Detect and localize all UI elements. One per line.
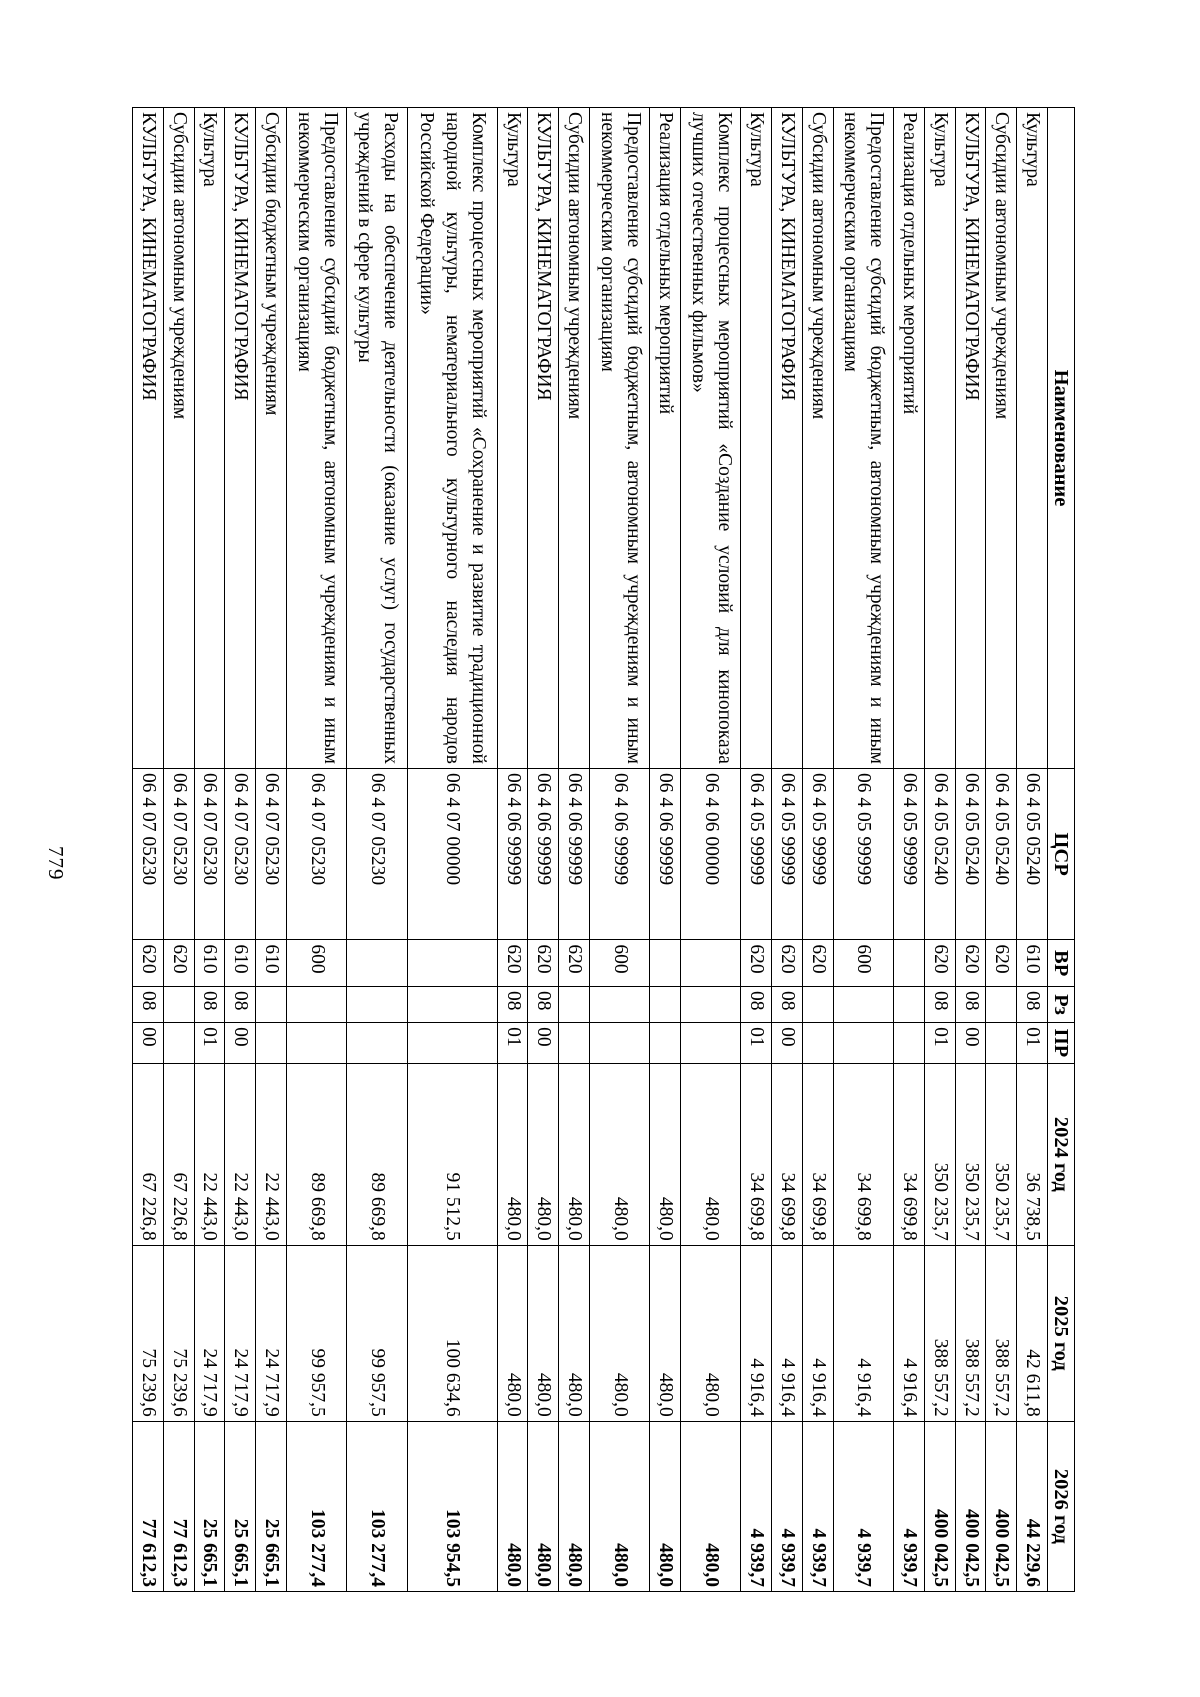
cell-csr: 06 4 07 05230 [225, 768, 256, 939]
cell-rz [803, 986, 834, 1022]
cell-2026: 77 612,3 [163, 1421, 194, 1591]
cell-vr: 600 [589, 940, 649, 987]
cell-2026: 480,0 [528, 1421, 559, 1591]
cell-pr [589, 1023, 649, 1064]
table-row [1017, 108, 1048, 1592]
cell-csr: 06 4 05 99999 [803, 768, 834, 939]
cell-name: Культура [924, 108, 955, 769]
cell-rz [589, 986, 649, 1022]
header-csr: ЦСР [1048, 768, 1075, 939]
cell-pr: 00 [225, 1023, 256, 1064]
cell-pr [986, 1023, 1017, 1064]
cell-2025: 4 916,4 [833, 1245, 893, 1421]
cell-2025: 100 634,6 [407, 1245, 497, 1421]
cell-2025: 4 916,4 [741, 1245, 772, 1421]
cell-csr: 06 4 06 99999 [497, 768, 528, 939]
table-row [347, 108, 407, 1592]
budget-table [132, 107, 1075, 1592]
cell-rz [163, 986, 194, 1022]
cell-name: Культура [741, 108, 772, 769]
cell-rz [407, 986, 497, 1022]
cell-2025: 99 957,5 [286, 1245, 346, 1421]
cell-vr: 620 [803, 940, 834, 987]
cell-name: КУЛЬТУРА, КИНЕМАТОГРАФИЯ [955, 108, 986, 769]
cell-vr: 620 [924, 940, 955, 987]
table-row [528, 108, 559, 1592]
cell-2024: 34 699,8 [803, 1063, 834, 1245]
cell-2024: 34 699,8 [741, 1063, 772, 1245]
cell-pr: 01 [1017, 1023, 1048, 1064]
cell-2025: 388 557,2 [986, 1245, 1017, 1421]
cell-2025: 4 916,4 [894, 1245, 925, 1421]
cell-2026: 25 665,1 [194, 1421, 225, 1591]
cell-csr: 06 4 07 05230 [194, 768, 225, 939]
header-name: Наименование [1048, 108, 1075, 769]
cell-2025: 24 717,9 [194, 1245, 225, 1421]
cell-name: Субсидии бюджетным учреждениям [256, 108, 287, 769]
cell-name: КУЛЬТУРА, КИНЕМАТОГРАФИЯ [772, 108, 803, 769]
cell-vr: 610 [256, 940, 287, 987]
cell-vr: 620 [497, 940, 528, 987]
cell-rz: 08 [772, 986, 803, 1022]
header-2024: 2024 год [1048, 1063, 1075, 1245]
table-row [833, 108, 893, 1592]
cell-name: КУЛЬТУРА, КИНЕМАТОГРАФИЯ [225, 108, 256, 769]
table-row [407, 108, 497, 1592]
cell-2024: 34 699,8 [772, 1063, 803, 1245]
cell-2025: 388 557,2 [924, 1245, 955, 1421]
header-rz: Рз [1048, 986, 1075, 1022]
cell-vr: 600 [833, 940, 893, 987]
cell-2025: 388 557,2 [955, 1245, 986, 1421]
cell-2025: 4 916,4 [772, 1245, 803, 1421]
cell-2024: 480,0 [497, 1063, 528, 1245]
cell-vr: 610 [225, 940, 256, 987]
cell-pr: 00 [955, 1023, 986, 1064]
cell-2024: 67 226,8 [163, 1063, 194, 1245]
cell-csr: 06 4 06 99999 [650, 768, 681, 939]
cell-2026: 25 665,1 [225, 1421, 256, 1591]
table-row [225, 108, 256, 1592]
cell-rz [286, 986, 346, 1022]
cell-name: Культура [497, 108, 528, 769]
cell-rz: 08 [194, 986, 225, 1022]
cell-2024: 89 669,8 [286, 1063, 346, 1245]
cell-2024: 34 699,8 [894, 1063, 925, 1245]
cell-rz: 08 [1017, 986, 1048, 1022]
cell-2024: 67 226,8 [133, 1063, 164, 1245]
cell-csr: 06 4 05 99999 [894, 768, 925, 939]
cell-rz [347, 986, 407, 1022]
cell-vr: 620 [559, 940, 590, 987]
table-row [894, 108, 925, 1592]
cell-name: Культура [194, 108, 225, 769]
cell-vr: 620 [133, 940, 164, 987]
cell-2025: 42 611,8 [1017, 1245, 1048, 1421]
table-row [256, 108, 287, 1592]
cell-name: Субсидии автономным учреждениям [803, 108, 834, 769]
cell-pr: 01 [497, 1023, 528, 1064]
cell-csr: 06 4 07 05230 [286, 768, 346, 939]
cell-csr: 06 4 06 00000 [681, 768, 741, 939]
cell-name: Предоставление субсидий бюджетным, автономным учреждениям и иным некоммерческим организациям [589, 108, 649, 769]
cell-rz: 08 [528, 986, 559, 1022]
page-number: 779 [44, 846, 68, 881]
cell-csr: 06 4 07 05230 [133, 768, 164, 939]
cell-rz [559, 986, 590, 1022]
cell-pr [894, 1023, 925, 1064]
cell-2026: 4 939,7 [833, 1421, 893, 1591]
cell-vr: 620 [741, 940, 772, 987]
cell-rz: 08 [133, 986, 164, 1022]
cell-2026: 480,0 [497, 1421, 528, 1591]
cell-name: Комплекс процессных мероприятий «Сохранение и развитие традиционной народной культуры, нематериального культурного наследия народов Российской Федерации» [407, 108, 497, 769]
cell-rz: 08 [924, 986, 955, 1022]
cell-csr: 06 4 05 05240 [1017, 768, 1048, 939]
cell-pr [286, 1023, 346, 1064]
cell-2026: 480,0 [650, 1421, 681, 1591]
table-body [133, 108, 1048, 1592]
cell-2026: 400 042,5 [986, 1421, 1017, 1591]
header-2026: 2026 год [1048, 1421, 1075, 1591]
cell-rz: 08 [225, 986, 256, 1022]
cell-2025: 480,0 [589, 1245, 649, 1421]
cell-vr [347, 940, 407, 987]
cell-rz: 08 [955, 986, 986, 1022]
cell-2024: 480,0 [589, 1063, 649, 1245]
cell-pr [347, 1023, 407, 1064]
cell-rz: 08 [497, 986, 528, 1022]
cell-2025: 24 717,9 [256, 1245, 287, 1421]
cell-2024: 91 512,5 [407, 1063, 497, 1245]
cell-csr: 06 4 05 05240 [955, 768, 986, 939]
table-row [497, 108, 528, 1592]
cell-name: Реализация отдельных мероприятий [650, 108, 681, 769]
table-row [286, 108, 346, 1592]
cell-2025: 480,0 [559, 1245, 590, 1421]
cell-2026: 103 954,5 [407, 1421, 497, 1591]
cell-pr: 00 [133, 1023, 164, 1064]
cell-2026: 25 665,1 [256, 1421, 287, 1591]
cell-csr: 06 4 07 05230 [163, 768, 194, 939]
cell-vr: 600 [286, 940, 346, 987]
table-row [681, 108, 741, 1592]
cell-pr: 01 [924, 1023, 955, 1064]
cell-2025: 4 916,4 [803, 1245, 834, 1421]
table-row [924, 108, 955, 1592]
cell-vr: 620 [955, 940, 986, 987]
header-pr: ПР [1048, 1023, 1075, 1064]
table-row [955, 108, 986, 1592]
cell-2026: 103 277,4 [286, 1421, 346, 1591]
header-vr: ВР [1048, 940, 1075, 987]
cell-pr [407, 1023, 497, 1064]
cell-2026: 4 939,7 [741, 1421, 772, 1591]
cell-name: Предоставление субсидий бюджетным, автономным учреждениям и иным некоммерческим организациям [833, 108, 893, 769]
cell-pr [559, 1023, 590, 1064]
cell-vr [894, 940, 925, 987]
cell-pr: 01 [741, 1023, 772, 1064]
cell-rz [894, 986, 925, 1022]
cell-2025: 75 239,6 [133, 1245, 164, 1421]
cell-name: Реализация отдельных мероприятий [894, 108, 925, 769]
cell-vr [681, 940, 741, 987]
cell-name: Культура [1017, 108, 1048, 769]
cell-csr: 06 4 05 05240 [986, 768, 1017, 939]
cell-2025: 480,0 [650, 1245, 681, 1421]
cell-2026: 480,0 [589, 1421, 649, 1591]
cell-pr [163, 1023, 194, 1064]
table-row [650, 108, 681, 1592]
cell-vr: 610 [1017, 940, 1048, 987]
cell-vr: 610 [194, 940, 225, 987]
cell-pr: 01 [194, 1023, 225, 1064]
cell-name: Комплекс процессных мероприятий «Создание условий для кинопоказа лучших отечественных фильмов» [681, 108, 741, 769]
cell-vr [650, 940, 681, 987]
cell-csr: 06 4 06 99999 [589, 768, 649, 939]
cell-csr: 06 4 07 05230 [256, 768, 287, 939]
cell-2024: 36 738,5 [1017, 1063, 1048, 1245]
cell-rz [681, 986, 741, 1022]
cell-csr: 06 4 05 99999 [833, 768, 893, 939]
cell-2024: 350 235,7 [955, 1063, 986, 1245]
cell-2024: 480,0 [559, 1063, 590, 1245]
cell-2024: 34 699,8 [833, 1063, 893, 1245]
cell-csr: 06 4 05 05240 [924, 768, 955, 939]
table-row [194, 108, 225, 1592]
cell-vr: 620 [528, 940, 559, 987]
cell-csr: 06 4 06 99999 [559, 768, 590, 939]
cell-rz [986, 986, 1017, 1022]
cell-2026: 4 939,7 [894, 1421, 925, 1591]
cell-2024: 89 669,8 [347, 1063, 407, 1245]
cell-name: Субсидии автономным учреждениям [163, 108, 194, 769]
cell-2026: 44 229,6 [1017, 1421, 1048, 1591]
table-row [163, 108, 194, 1592]
cell-2024: 22 443,0 [194, 1063, 225, 1245]
cell-2026: 480,0 [559, 1421, 590, 1591]
table-header-row [1048, 108, 1075, 1592]
cell-2024: 350 235,7 [924, 1063, 955, 1245]
cell-2025: 480,0 [528, 1245, 559, 1421]
cell-csr: 06 4 05 99999 [772, 768, 803, 939]
cell-csr: 06 4 05 99999 [741, 768, 772, 939]
cell-pr [833, 1023, 893, 1064]
cell-2024: 350 235,7 [986, 1063, 1017, 1245]
table-row [589, 108, 649, 1592]
cell-csr: 06 4 07 05230 [347, 768, 407, 939]
cell-2026: 77 612,3 [133, 1421, 164, 1591]
cell-2024: 480,0 [650, 1063, 681, 1245]
cell-2025: 480,0 [681, 1245, 741, 1421]
table-row [803, 108, 834, 1592]
cell-2024: 22 443,0 [256, 1063, 287, 1245]
cell-pr: 00 [528, 1023, 559, 1064]
cell-2026: 4 939,7 [803, 1421, 834, 1591]
cell-pr [803, 1023, 834, 1064]
cell-2025: 480,0 [497, 1245, 528, 1421]
cell-2025: 24 717,9 [225, 1245, 256, 1421]
rotated-table-container [132, 107, 1075, 1592]
cell-2026: 400 042,5 [955, 1421, 986, 1591]
table-row [986, 108, 1017, 1592]
cell-vr: 620 [163, 940, 194, 987]
cell-2026: 4 939,7 [772, 1421, 803, 1591]
cell-2026: 480,0 [681, 1421, 741, 1591]
cell-vr: 620 [986, 940, 1017, 987]
cell-name: Предоставление субсидий бюджетным, автономным учреждениям и иным некоммерческим организациям [286, 108, 346, 769]
table-row [133, 108, 164, 1592]
table-row [741, 108, 772, 1592]
cell-pr [256, 1023, 287, 1064]
cell-pr [650, 1023, 681, 1064]
cell-2026: 400 042,5 [924, 1421, 955, 1591]
cell-rz [833, 986, 893, 1022]
cell-name: КУЛЬТУРА, КИНЕМАТОГРАФИЯ [528, 108, 559, 769]
cell-2024: 480,0 [528, 1063, 559, 1245]
table-row [772, 108, 803, 1592]
header-2025: 2025 год [1048, 1245, 1075, 1421]
cell-2025: 99 957,5 [347, 1245, 407, 1421]
cell-2024: 480,0 [681, 1063, 741, 1245]
cell-2026: 103 277,4 [347, 1421, 407, 1591]
cell-name: Субсидии автономным учреждениям [986, 108, 1017, 769]
cell-rz [650, 986, 681, 1022]
cell-name: КУЛЬТУРА, КИНЕМАТОГРАФИЯ [133, 108, 164, 769]
cell-vr [407, 940, 497, 987]
cell-csr: 06 4 07 00000 [407, 768, 497, 939]
cell-pr [681, 1023, 741, 1064]
cell-vr: 620 [772, 940, 803, 987]
cell-rz: 08 [741, 986, 772, 1022]
cell-name: Субсидии автономным учреждениям [559, 108, 590, 769]
cell-rz [256, 986, 287, 1022]
table-row [559, 108, 590, 1592]
cell-pr: 00 [772, 1023, 803, 1064]
cell-2024: 22 443,0 [225, 1063, 256, 1245]
cell-csr: 06 4 06 99999 [528, 768, 559, 939]
cell-2025: 75 239,6 [163, 1245, 194, 1421]
cell-name: Расходы на обеспечение деятельности (оказание услуг) государственных учреждений в сфере культуры [347, 108, 407, 769]
